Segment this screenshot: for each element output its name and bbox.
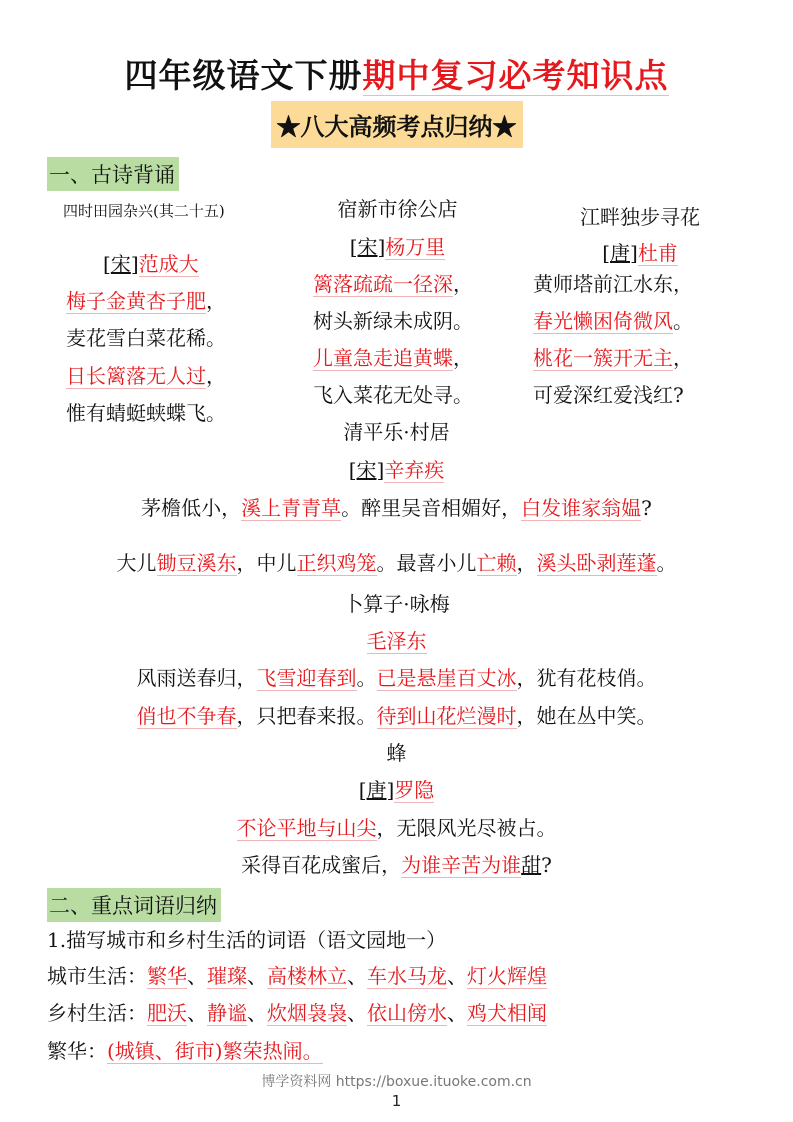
highlight: 正织鸡笼 (296, 551, 377, 575)
highlight: 溪上青青草 (241, 496, 342, 520)
poem3-author: [唐]杜甫 (602, 241, 678, 265)
poem3-line-4: 可爱深红爱浅红? (533, 383, 684, 407)
poem4-line-2 (0, 547, 793, 576)
section-heading-poems: 一、古诗背诵 (47, 157, 179, 191)
poem1-line-2: 麦花雪白菜花稀。 (66, 326, 226, 350)
poem2-author: [宋]杨万里 (349, 235, 446, 259)
highlight: 桃花一簇开无主 (533, 346, 673, 370)
text: ，中儿 (236, 551, 297, 575)
poem3-author-name: 杜甫 (637, 241, 678, 265)
poem4-dynasty: 宋 (356, 458, 377, 482)
highlight: 飞雪迎春到 (256, 666, 357, 690)
word: 静谧 (207, 1001, 247, 1025)
poem2-line-4: 飞入菜花无处寻。 (313, 383, 473, 407)
definition: (城镇、街市)繁荣热闹。 (107, 1039, 323, 1063)
village-life-row: 乡村生活：肥沃、静谧、炊烟袅袅、依山傍水、鸡犬相闻 (47, 1001, 547, 1025)
punct: 。 (673, 309, 693, 333)
word: 繁华 (147, 964, 187, 988)
poem5-author (0, 625, 793, 654)
poem2-line-2: 树头新绿未成阴。 (313, 309, 473, 333)
text: 茅檐低小， (141, 496, 242, 520)
word: 炊烟袅袅 (267, 1001, 347, 1025)
highlight: 锄豆溪东 (156, 551, 237, 575)
page-number: 1 (391, 1092, 402, 1110)
punct: ? (641, 496, 652, 520)
city-life-row: 城市生活：繁华、璀璨、高楼林立、车水马龙、灯火辉煌 (47, 964, 547, 988)
poem6-line-1 (0, 812, 793, 841)
city-label: 城市生活： (47, 964, 147, 988)
poem4-title: 清平乐·村居 (343, 420, 450, 444)
footer-source: 博学资料网 https://boxue.ituoke.com.cn (261, 1074, 532, 1090)
fanhua-definition (47, 1035, 323, 1064)
term-label: 繁华： (47, 1039, 107, 1063)
word: 璀璨 (207, 964, 247, 988)
village-label: 乡村生活： (47, 1001, 147, 1025)
punct: 。 (356, 666, 377, 690)
poem5-author-name: 毛泽东 (366, 629, 427, 653)
poem3-title: 江畔独步寻花 (580, 205, 700, 229)
highlight: 日长篱落无人过 (66, 364, 206, 388)
poem1-line-1 (66, 285, 226, 314)
poem3-line-3 (533, 342, 693, 371)
word: 车水马龙 (367, 964, 447, 988)
text: 风雨送春归， (136, 666, 257, 690)
poem4-author-name: 辛弃疾 (384, 458, 445, 482)
poem1-line-3 (66, 360, 226, 389)
title-black: 四年级语文下册 (124, 56, 363, 95)
punct: ， (453, 272, 473, 296)
poem5-title: 卜算子·咏梅 (343, 592, 450, 616)
punct: ? (541, 853, 552, 877)
highlight: 溪头卧剥莲蓬 (536, 551, 657, 575)
poem1-title: 四时田园杂兴(其二十五) (63, 202, 225, 220)
highlight: 已是悬崖百丈冰 (376, 666, 517, 690)
poem3-line-1: 黄师塔前江水东， (533, 272, 693, 296)
punct: 。 (656, 551, 677, 575)
poem4-line-1 (0, 492, 793, 521)
poem1-author: [宋]范成大 (103, 252, 199, 276)
poem1-line-4: 惟有蜻蜓蛱蝶飞。 (66, 401, 226, 425)
poem6-dynasty: 唐 (366, 778, 387, 802)
text: 大儿 (116, 551, 157, 575)
subtitle-banner: ★八大高频考点归纳★ (271, 101, 523, 148)
title-red: 期中复习必考知识点 (362, 56, 669, 95)
section-heading-vocab: 二、重点词语归纳 (47, 888, 221, 922)
poem6-line-2 (0, 849, 793, 878)
highlight: 待到山花烂漫时 (376, 704, 517, 728)
poem2-title: 宿新市徐公店 (337, 197, 458, 221)
text: 采得百花成蜜后， (241, 853, 402, 877)
vocab-item-1-title: 1.描写城市和乡村生活的词语（语文园地一） (47, 928, 447, 952)
text: 。最喜小儿 (376, 551, 477, 575)
word: 灯火辉煌 (467, 964, 547, 988)
word: 依山傍水 (367, 1001, 447, 1025)
poem6-title: 蜂 (386, 741, 407, 765)
text: 。醉里吴音相媚好， (341, 496, 522, 520)
highlight: 亡赖 (476, 551, 517, 575)
poem6-author-name: 罗隐 (394, 778, 435, 802)
word: 鸡犬相闻 (467, 1001, 547, 1025)
subtitle-wrap (0, 101, 793, 148)
poem2-dynasty: 宋 (357, 235, 378, 259)
highlight: 春光懒困倚微风 (533, 309, 673, 333)
page-title (0, 50, 793, 97)
highlight: 不论平地与山尖 (236, 816, 377, 840)
highlight: 篱落疏疏一径深 (313, 272, 453, 296)
text: ，无限风光尽被占。 (376, 816, 557, 840)
punct: ， (453, 346, 473, 370)
poem5-line-1 (0, 662, 793, 691)
text: ，她在丛中笑。 (516, 704, 657, 728)
poem5-line-2 (0, 700, 793, 729)
text: ，只把春来报。 (236, 704, 377, 728)
punct: ， (516, 551, 537, 575)
highlight: 为谁辛苦为谁 (401, 853, 522, 877)
poem2-author-name: 杨万里 (385, 235, 446, 259)
word: 肥沃 (147, 1001, 187, 1025)
poem6-author: [唐]罗隐 (358, 778, 435, 802)
punct: ， (206, 289, 226, 313)
punct: ， (673, 346, 693, 370)
poem2-line-1 (313, 268, 473, 297)
poem1-dynasty: 宋 (110, 252, 131, 276)
poem3-line-2 (533, 305, 693, 334)
poem3-dynasty: 唐 (610, 241, 630, 265)
highlight: 白发谁家翁媪 (521, 496, 642, 520)
text: ，犹有花枝俏。 (516, 666, 657, 690)
poem1-author-name: 范成大 (138, 252, 199, 276)
word: 高楼林立 (267, 964, 347, 988)
poem4-author: [宋]辛弃疾 (348, 458, 445, 482)
underlined-char: 甜 (521, 853, 542, 877)
highlight: 儿童急走追黄蝶 (313, 346, 453, 370)
punct: ， (206, 364, 226, 388)
poem2-line-3 (313, 342, 473, 371)
highlight: 梅子金黄杏子肥 (66, 289, 206, 313)
highlight: 俏也不争春 (136, 704, 237, 728)
